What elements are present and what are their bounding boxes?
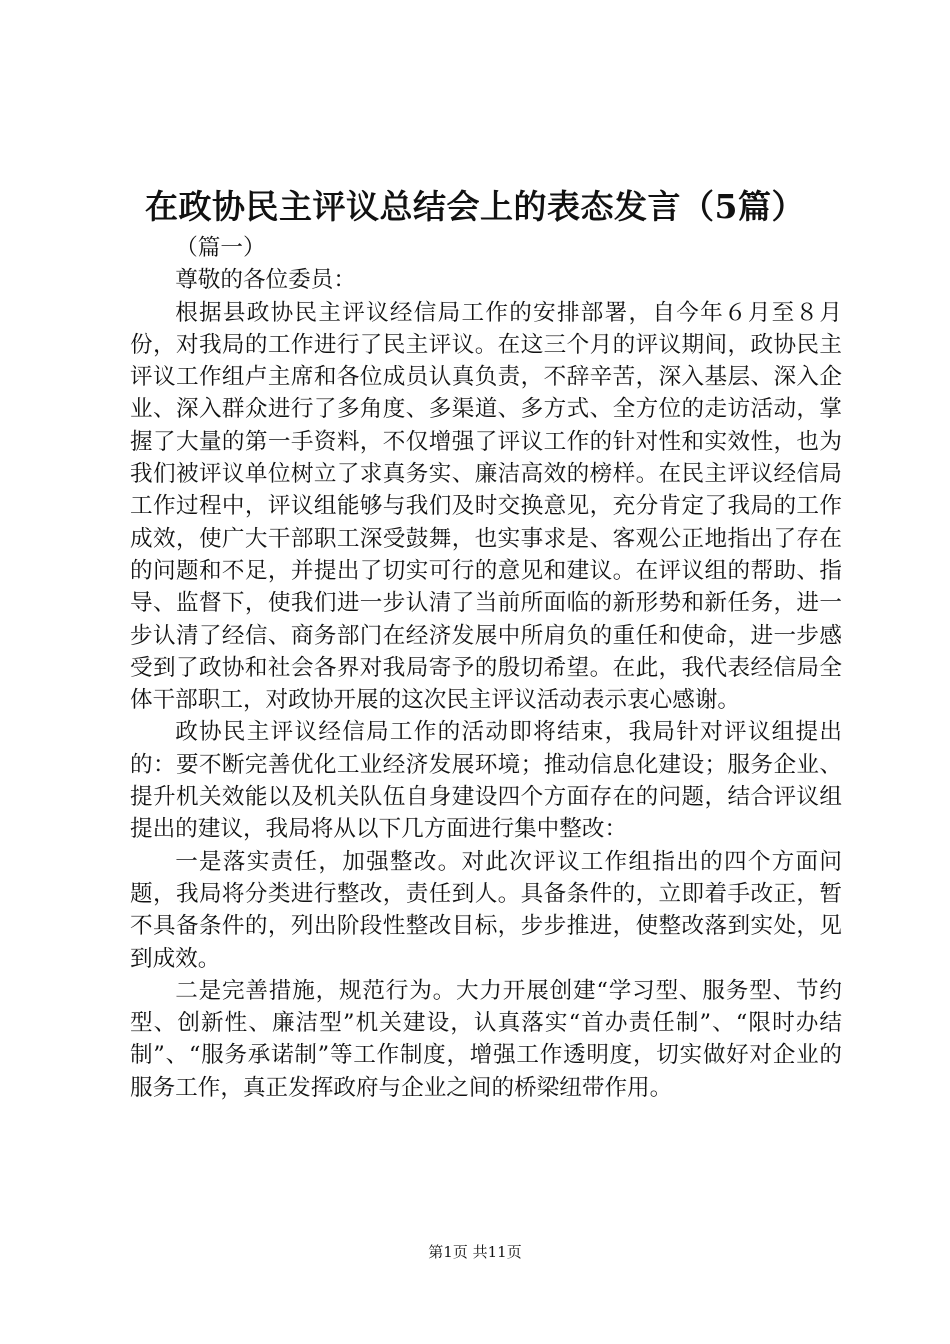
page-title: 在政协民主评议总结会上的表态发言（5篇） [145, 187, 805, 226]
page-footer: 第1页 共11页 [428, 1243, 522, 1261]
document-body [130, 232, 842, 1104]
section-label: （篇一） [175, 235, 266, 261]
body-paragraph: 一是落实责任，加强整改。对此次评议工作组指出的四个方面问题，我局将分类进行整改，责任到人。具备条件的，立即着手改正，暂不具备条件的，列出阶段性整改目标，步步推进，使整改落到实处，见到成效。 [130, 848, 842, 972]
body-paragraph: 二是完善措施，规范行为。大力开展创建“学习型、服务型、节约型、创新性、廉洁型”机关建设，认真落实“首办责任制”、“限时办结制”、“服务承诺制”等工作制度，增强工作透明度，切实做好对企业的服务工作，真正发挥政府与企业之间的桥梁纽带作用。 [130, 977, 842, 1101]
body-paragraph: 根据县政协民主评议经信局工作的安排部署，自今年６月至８月份，对我局的工作进行了民主评议。在这三个月的评议期间，政协民主评议工作组卢主席和各位成员认真负责，不辞辛苦，深入基层、深入企业、深入群众进行了多角度、多渠道、多方式、全方位的走访活动，掌握了大量的第一手资料，不仅增强了评议工作的针对性和实效性，也为我们被评议单位树立了求真务实、廉洁高效的榜样。在民主评议经信局工作过程中，评议组能够与我们及时交换意见，充分肯定了我局的工作成效，使广大干部职工深受鼓舞，也实事求是、客观公正地指出了存在的问题和不足，并提出了切实可行的意见和建议。在评议组的帮助、指导、监督下，使我们进一步认清了当前所面临的新形势和新任务，进一步认清了经信、商务部门在经济发展中所肩负的重任和使命，进一步感受到了政协和社会各界对我局寄予的殷切希望。在此，我代表经信局全体干部职工，对政协开展的这次民主评议活动表示衷心感谢。 [130, 299, 842, 714]
salutation: 尊敬的各位委员： [175, 267, 356, 294]
body-paragraph: 政协民主评议经信局工作的活动即将结束，我局针对评议组提出的：要不断完善优化工业经济发展环境；推动信息化建设；服务企业、提升机关效能以及机关队伍自身建设四个方面存在的问题，结合评议组提出的建议，我局将从以下几方面进行集中整改： [130, 719, 842, 843]
